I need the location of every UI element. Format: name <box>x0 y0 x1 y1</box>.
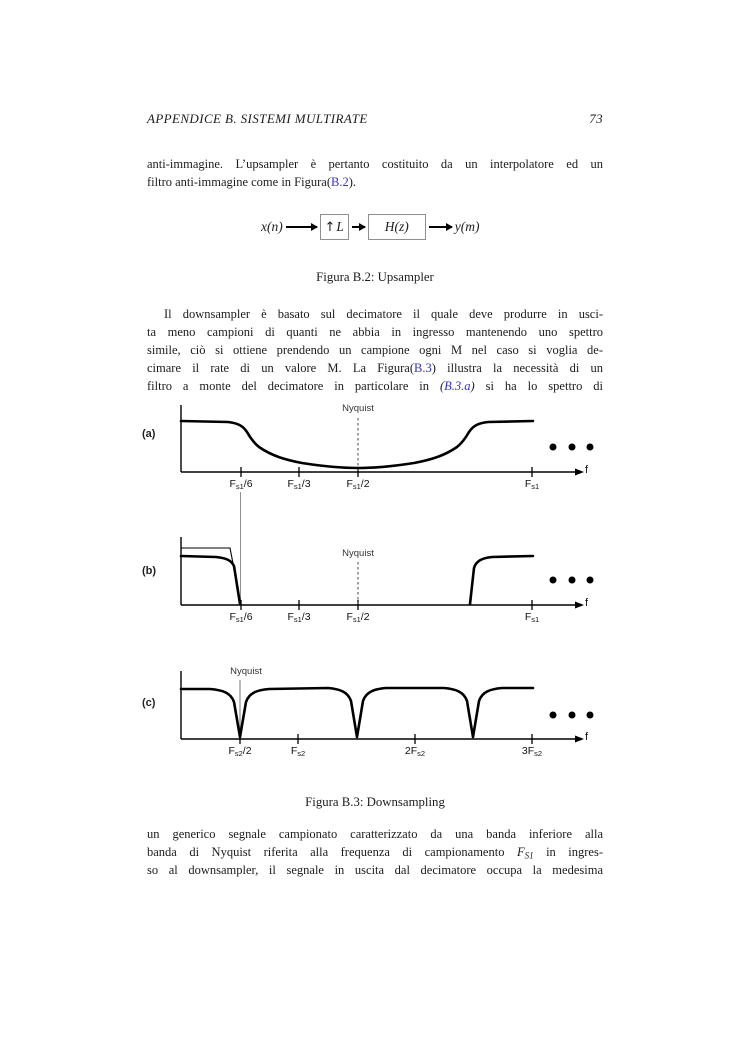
text-segment: /2 <box>360 478 370 490</box>
axis-label-f: f <box>585 464 589 476</box>
text-segment: F <box>346 611 353 623</box>
filter-block <box>368 214 426 240</box>
text-segment: /6 <box>243 478 253 490</box>
text-segment: Il downsampler è basato sul decimatore il quale deve produrre in usci- <box>164 307 603 321</box>
tick-label <box>346 611 369 624</box>
text-line <box>147 155 603 173</box>
text-segment: ). <box>348 175 356 189</box>
text-segment: s1 <box>352 615 361 624</box>
text-segment: s1 <box>531 615 540 624</box>
spectrum-c-canvas <box>140 660 618 765</box>
running-title: APPENDICE B. SISTEMI MULTIRATE <box>147 111 368 126</box>
text-segment: /3 <box>301 478 311 490</box>
text-segment: F <box>516 845 525 859</box>
nyquist-label: Nyquist <box>342 403 374 414</box>
figure-ref-link[interactable]: B.3.a <box>444 379 471 393</box>
text-segment: s1 <box>531 482 540 491</box>
diagram-input-label: x(n) <box>261 219 283 234</box>
text-segment: F <box>287 611 294 623</box>
spectrum-curve-b-right <box>470 556 533 604</box>
figure-b3-caption: Figura B.3: Downsampling <box>305 795 445 809</box>
tick-label <box>229 478 252 491</box>
text-segment: F <box>346 478 353 490</box>
arrow-right-icon <box>429 226 452 227</box>
subplot-label-c: (c) <box>142 697 156 709</box>
tick-label <box>346 478 369 491</box>
filter-label: H(z) <box>384 219 409 234</box>
text-segment: ) <box>470 379 475 393</box>
text-segment: /2 <box>360 611 370 623</box>
continuation-dots-icon <box>550 444 594 451</box>
page-number: 73 <box>589 111 603 126</box>
text-segment: s1 <box>235 482 244 491</box>
text-segment: s1 <box>293 482 302 491</box>
axis-arrow-icon <box>575 736 584 743</box>
text-segment: s1 <box>235 615 244 624</box>
axis-label-f: f <box>585 597 589 609</box>
tick-label <box>525 478 539 491</box>
text-segment: s2 <box>534 749 543 758</box>
text-segment: /2 <box>242 745 252 757</box>
arrow-right-icon <box>286 226 317 227</box>
axis-arrow-icon <box>575 602 584 609</box>
text-segment: F <box>287 478 294 490</box>
arrow-right-icon <box>352 226 365 227</box>
text-segment: cimare il rate di un valore M. La Figura( <box>147 361 415 375</box>
text-line <box>147 305 603 323</box>
nyquist-label: Nyquist <box>342 548 374 559</box>
text-line <box>147 843 603 861</box>
tick-label <box>229 611 252 624</box>
tick-label <box>525 611 539 624</box>
axis-label-f: f <box>585 731 589 743</box>
text-segment: ta meno campioni di quanti ne abbia in ingresso mantenendo uno spettro <box>147 325 603 339</box>
text-segment: F <box>228 745 235 757</box>
spectrum-b-canvas <box>140 530 618 635</box>
text-segment: ( <box>439 379 445 393</box>
text-line <box>147 173 603 191</box>
upsampler-factor-label: L <box>336 219 344 234</box>
text-segment: si ha lo spettro di <box>474 379 603 393</box>
figure-ref-link[interactable]: B.2 <box>330 175 349 189</box>
text-segment: /3 <box>301 611 311 623</box>
text-segment: s2 <box>297 749 306 758</box>
figure-b2-caption: Figura B.2: Upsampler <box>316 270 434 284</box>
text-segment: in ingres- <box>533 845 603 859</box>
text-line <box>147 341 603 359</box>
text-segment: anti-immagine. L’upsampler è pertanto costituito da un interpolatore ed un <box>147 157 603 171</box>
spectrum-curve-a <box>181 421 533 468</box>
spectrum-a-canvas <box>140 398 618 498</box>
text-segment: so al downsampler, il segnale in uscita dal decimatore occupa la medesima <box>147 863 603 877</box>
continuation-dots-icon <box>550 577 594 584</box>
page-header <box>147 111 603 127</box>
text-segment: F <box>524 478 532 490</box>
text-segment: 3F <box>521 745 535 757</box>
figure-b2-diagram <box>261 212 479 242</box>
text-segment: 2F <box>404 745 418 757</box>
text-segment: s2 <box>234 749 243 758</box>
text-segment: ) illustra la necessità di un <box>431 361 603 375</box>
figure-b3-plot-b <box>140 530 618 635</box>
axis-arrow-icon <box>575 469 584 476</box>
tick-label <box>291 745 305 758</box>
spectrum-curve-b-left <box>181 556 240 604</box>
nyquist-label: Nyquist <box>230 666 262 677</box>
text-segment: s1 <box>352 482 361 491</box>
figure-b3-plot-c <box>140 660 618 765</box>
upsampler-block <box>320 214 349 240</box>
text-line <box>147 861 603 879</box>
text-line <box>147 323 603 341</box>
tick-label <box>228 745 251 758</box>
text-segment: F <box>229 611 236 623</box>
figure-ref-link[interactable]: B.3 <box>414 361 432 375</box>
text-line <box>147 825 603 843</box>
text-segment: filtro a monte del decimatore in particolare in <box>147 379 440 393</box>
text-segment: F <box>290 745 298 757</box>
tick-label <box>522 745 542 758</box>
text-segment: /6 <box>243 611 253 623</box>
text-line <box>147 377 603 395</box>
tick-label <box>287 478 310 491</box>
text-segment: F <box>229 478 236 490</box>
subplot-label-b: (b) <box>142 565 157 577</box>
diagram-output-label: y(m) <box>454 219 480 234</box>
figure-b3-plot-a <box>140 398 618 498</box>
subplot-label-a: (a) <box>142 428 156 440</box>
continuation-dots-icon <box>550 712 594 719</box>
text-segment: simile, ciò si ottiene prendendo un campione ogni M nel caso si voglia de- <box>147 343 603 357</box>
text-segment: s2 <box>417 749 426 758</box>
text-segment: s1 <box>293 615 302 624</box>
text-line <box>147 359 603 377</box>
spectrum-curve-c <box>181 688 533 737</box>
paragraph-2 <box>147 305 603 395</box>
text-segment: S1 <box>524 850 534 861</box>
tick-label <box>405 745 425 758</box>
text-segment: filtro anti-immagine come in Figura( <box>147 175 331 189</box>
text-segment: F <box>524 611 532 623</box>
paragraph-3 <box>147 825 603 879</box>
tick-label <box>287 611 310 624</box>
up-arrow-icon: ↑ <box>324 219 336 235</box>
text-segment: banda di Nyquist riferita alla frequenza di campionamento <box>147 845 517 859</box>
text-segment: un generico segnale campionato caratterizzato da una banda inferiore alla <box>147 827 603 841</box>
paragraph-1 <box>147 155 603 191</box>
